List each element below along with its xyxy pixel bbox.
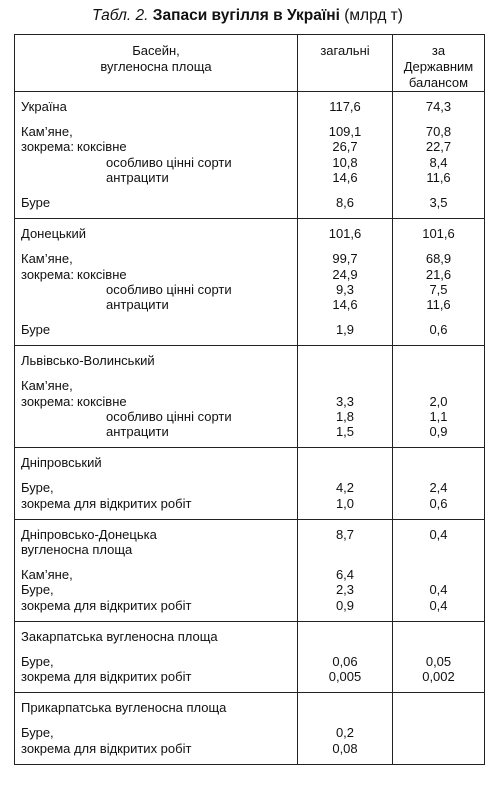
state-values-cell xyxy=(393,219,485,346)
value-state: 3,5 xyxy=(429,194,448,210)
section-name-cell xyxy=(15,693,298,765)
row-label-anthracite: антрацити xyxy=(106,296,169,312)
state-values-cell xyxy=(393,519,485,621)
value-state: 68,9 xyxy=(425,251,452,267)
value-total: 6,4 xyxy=(335,567,355,583)
row-label-brown: Буре xyxy=(21,194,51,210)
total-values-cell xyxy=(298,519,393,621)
total-values-cell xyxy=(298,448,393,520)
header-state-line1: за Державним xyxy=(403,43,474,74)
table-row xyxy=(15,621,485,693)
value-state: 74,3 xyxy=(425,99,452,114)
value-total: 0,06 xyxy=(332,653,358,669)
row-label-valuable: особливо цінні сорти xyxy=(106,281,232,297)
section-name-line1: Дніпровсько-Донецька xyxy=(21,526,157,542)
state-values-cell xyxy=(393,621,485,693)
section-dnipro-donetsk xyxy=(15,519,485,621)
header-basin xyxy=(15,35,298,92)
value-state: 2,0 xyxy=(429,393,448,409)
header-state-line2: балансом xyxy=(408,75,469,90)
value-total: 8,6 xyxy=(335,194,355,210)
value-state: 0,05 xyxy=(425,653,452,669)
value-state: 70,8 xyxy=(425,124,452,140)
value-state: 0,9 xyxy=(429,424,448,439)
table-row xyxy=(15,346,485,448)
section-name: Львівсько-Волинський xyxy=(21,353,155,369)
value-total: 14,6 xyxy=(332,169,358,185)
section-name: Прикарпатська вугленосна площа xyxy=(21,700,227,716)
table-caption: Запаси вугілля в Україні xyxy=(152,7,340,24)
section-donetsk xyxy=(15,219,485,346)
row-label-brown: Буре, xyxy=(21,480,54,496)
row-label-coking: зокрема: коксівне xyxy=(21,139,127,155)
value-state: 0,4 xyxy=(429,597,448,613)
table-unit: (млрд т) xyxy=(344,7,403,24)
section-name-cell xyxy=(15,219,298,346)
row-label-brown: Буре, xyxy=(21,653,54,669)
value-total: 26,7 xyxy=(332,139,358,155)
value-state: 0,6 xyxy=(429,495,448,511)
value-total: 4,2 xyxy=(335,480,355,496)
header-state-balance xyxy=(393,35,485,92)
row-label-open-pit: зокрема для відкритих робіт xyxy=(21,740,192,756)
header-total-label: загальні xyxy=(320,43,370,58)
section-dnipro xyxy=(15,448,485,520)
row-label-open-pit: зокрема для відкритих робіт xyxy=(21,669,192,685)
state-values-cell xyxy=(393,346,485,448)
table-row xyxy=(15,448,485,520)
header-basin-line2: вугленосна площа xyxy=(100,59,212,74)
section-ukraine xyxy=(15,92,485,219)
label-incl: зокрема: xyxy=(21,393,74,409)
value-state: 11,6 xyxy=(426,169,451,185)
state-values-cell xyxy=(393,448,485,520)
row-label-brown: Буре, xyxy=(21,582,54,598)
value-total: 1,0 xyxy=(335,495,355,511)
label-incl: зокрема: xyxy=(21,139,74,155)
row-label-open-pit: зокрема для відкритих робіт xyxy=(21,495,192,511)
section-name-cell xyxy=(15,519,298,621)
row-label-brown: Буре xyxy=(21,322,51,338)
section-name-cell xyxy=(15,621,298,693)
row-label-hard-coal: Кам’яне, xyxy=(21,378,73,394)
table-row xyxy=(15,92,485,219)
value-state: 11,6 xyxy=(426,296,451,312)
value-total: 1,5 xyxy=(335,424,355,439)
table-title xyxy=(0,7,495,25)
value-state: 7,5 xyxy=(429,281,448,297)
value-total: 0,005 xyxy=(328,669,362,685)
value-total: 3,3 xyxy=(335,393,355,409)
value-total: 8,7 xyxy=(335,526,355,542)
row-label-anthracite: антрацити xyxy=(106,424,169,439)
value-total: 0,9 xyxy=(335,597,355,613)
value-total: 2,3 xyxy=(335,582,355,598)
row-label-open-pit: зокрема для відкритих робіт xyxy=(21,597,192,613)
value-total: 0,2 xyxy=(335,725,355,741)
section-name-line2: вугленосна площа xyxy=(21,541,133,557)
header-row xyxy=(15,35,485,92)
row-label-hard-coal: Кам’яне, xyxy=(21,567,73,583)
section-name-cell xyxy=(15,346,298,448)
total-values-cell xyxy=(298,219,393,346)
value-total: 101,6 xyxy=(328,226,362,242)
state-values-cell xyxy=(393,693,485,765)
value-total: 1,8 xyxy=(335,408,355,424)
value-total: 117,6 xyxy=(329,99,361,114)
value-state: 21,6 xyxy=(425,266,452,282)
value-total: 14,6 xyxy=(332,296,358,312)
row-label-valuable: особливо цінні сорти xyxy=(106,408,232,424)
value-state: 2,4 xyxy=(429,480,448,496)
value-state: 8,4 xyxy=(429,154,448,170)
value-state: 1,1 xyxy=(429,408,448,424)
section-name: Закарпатська вугленосна площа xyxy=(21,628,218,644)
section-zakarpattia xyxy=(15,621,485,693)
value-state: 0,4 xyxy=(429,582,448,598)
value-total: 109,1 xyxy=(328,124,362,140)
value-total: 99,7 xyxy=(332,251,358,267)
table-number: Табл. 2. xyxy=(92,7,149,24)
header-basin-line1: Басейн, xyxy=(132,43,180,58)
value-state: 0,4 xyxy=(429,526,448,542)
value-total: 9,3 xyxy=(335,281,355,297)
section-name: Дніпровський xyxy=(21,455,102,471)
row-label-hard-coal: Кам’яне, xyxy=(21,251,73,267)
value-total: 0,08 xyxy=(332,740,358,756)
value-total: 10,8 xyxy=(332,154,358,170)
section-lviv-volyn xyxy=(15,346,485,448)
section-prykarpattia xyxy=(15,693,485,765)
header-total xyxy=(298,35,393,92)
value-total: 1,9 xyxy=(335,322,355,338)
value-state: 0,6 xyxy=(429,322,448,338)
table-row xyxy=(15,693,485,765)
row-label-hard-coal: Кам’яне, xyxy=(21,124,73,140)
table-row xyxy=(15,219,485,346)
state-values-cell xyxy=(393,92,485,219)
row-label-brown: Буре, xyxy=(21,725,54,741)
row-label-coking: зокрема: коксівне xyxy=(21,393,127,409)
section-name-cell xyxy=(15,92,298,219)
row-label-coking: зокрема: коксівне xyxy=(21,266,127,282)
total-values-cell xyxy=(298,693,393,765)
coal-reserves-table xyxy=(14,34,485,765)
row-label-valuable: особливо цінні сорти xyxy=(106,154,232,170)
label-incl: зокрема: xyxy=(21,266,74,282)
value-total: 24,9 xyxy=(332,266,358,282)
total-values-cell xyxy=(298,621,393,693)
row-label-anthracite: антрацити xyxy=(106,169,169,185)
total-values-cell xyxy=(298,92,393,219)
section-name-cell xyxy=(15,448,298,520)
section-name: Донецький xyxy=(21,226,87,242)
value-state: 22,7 xyxy=(425,139,452,155)
value-state: 0,002 xyxy=(422,669,455,685)
table-row xyxy=(15,519,485,621)
section-name: Україна xyxy=(21,99,67,114)
value-state: 101,6 xyxy=(422,226,455,242)
total-values-cell xyxy=(298,346,393,448)
